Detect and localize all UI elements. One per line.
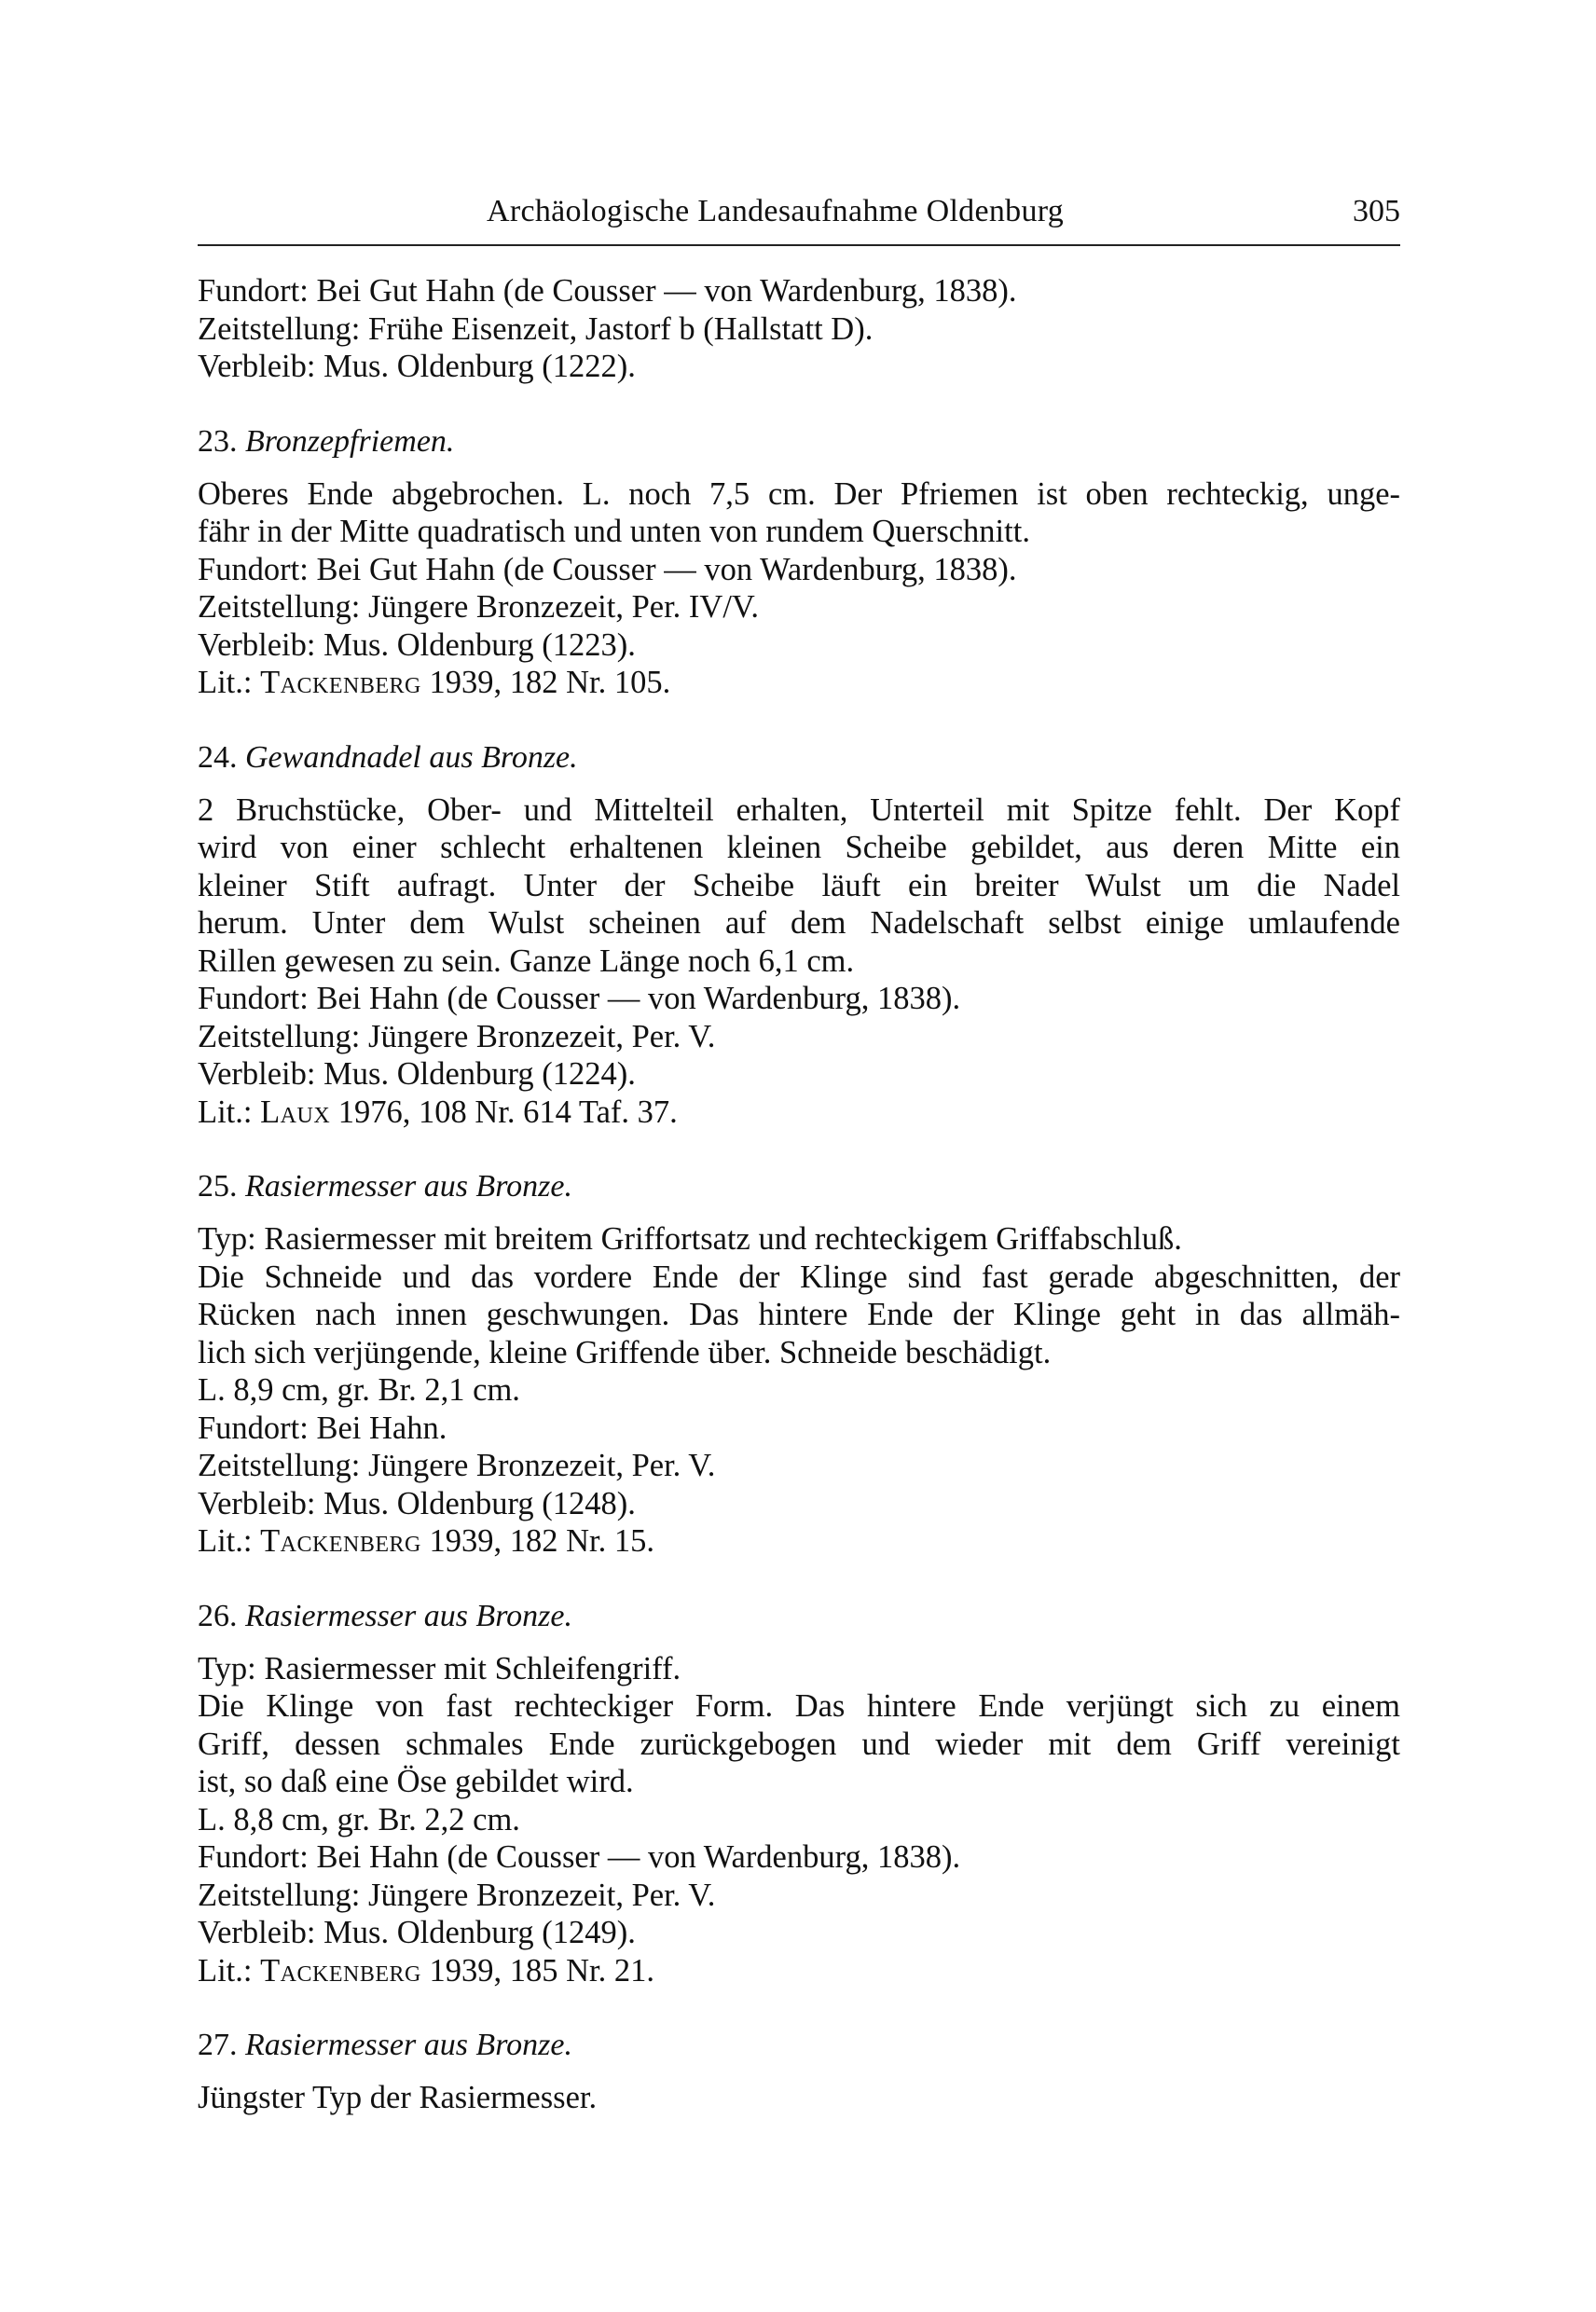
literature-line [198, 1094, 1400, 1132]
literature-reference: 1976, 108 Nr. 614 Taf. 37. [330, 1094, 678, 1130]
literature-reference: 1939, 182 Nr. 15. [420, 1523, 654, 1559]
verbleib-line: Verbleib: Mus. Oldenburg (1249). [198, 1915, 636, 1950]
fundort-line: Fundort: Bei Hahn (de Cousser — von Wardenburg, 1838). [198, 1839, 961, 1875]
description-line: Rücken nach innen geschwungen. Das hintere Ende der Klinge geht in das allmäh- [198, 1297, 1400, 1332]
description-line: Typ: Rasiermesser mit breitem Griffortsatz und rechteckigem Griffabschluß. [198, 1221, 1182, 1257]
literature-line [198, 664, 1400, 702]
page-number: 305 [1353, 194, 1400, 228]
description-line: 2 Bruchstücke, Ober- und Mittelteil erhalten, Unterteil mit Spitze fehlt. Der Kopf [198, 791, 1400, 828]
catalog-entry-24 [198, 739, 1400, 1132]
fundort-line: Fundort: Bei Hahn. [198, 1410, 447, 1446]
description-line: Die Klinge von fast rechteckiger Form. Das hintere Ende verjüngt sich zu einem [198, 1688, 1400, 1724]
entry-title: Rasiermesser aus Bronze. [245, 1598, 572, 1633]
description-line: Griff, dessen schmales Ende zurückgebogen und wieder mit dem Griff vereinigt [198, 1726, 1400, 1762]
catalog-entry-23 [198, 423, 1400, 702]
running-title: Archäologische Landesaufnahme Oldenburg [487, 194, 1065, 228]
zeitstellung-line: Zeitstellung: Jüngere Bronzezeit, Per. IV/V. [198, 589, 760, 625]
zeitstellung-line: Zeitstellung: Jüngere Bronzezeit, Per. V. [198, 1877, 716, 1913]
entry-title: Rasiermesser aus Bronze. [245, 1169, 572, 1204]
entry-heading [198, 423, 1400, 461]
literature-line [198, 1522, 1400, 1561]
description-line: fähr in der Mitte quadratisch und unten von rundem Querschnitt. [198, 514, 1030, 549]
zeitstellung-line: Zeitstellung: Frühe Eisenzeit, Jastorf b (Hallstatt D). [198, 310, 874, 347]
document-page [198, 177, 1400, 2117]
zeitstellung-line: Zeitstellung: Jüngere Bronzezeit, Per. V. [198, 1448, 716, 1483]
literature-reference: 1939, 185 Nr. 21. [420, 1952, 654, 1989]
verbleib-line: Verbleib: Mus. Oldenburg (1223). [198, 626, 636, 663]
fundort-line: Fundort: Bei Hahn (de Cousser — von Wardenburg, 1838). [198, 981, 961, 1016]
description-line: Jüngster Typ der Rasiermesser. [198, 2080, 598, 2115]
description-line: herum. Unter dem Wulst scheinen auf dem Nadelschaft selbst einige umlaufende [198, 905, 1400, 941]
literature-prefix: Lit.: [198, 1094, 261, 1130]
entry-number: 27. [198, 2028, 238, 2062]
literature-prefix: Lit.: [198, 665, 261, 700]
description-line: lich sich verjüngende, kleine Griffende über. Schneide beschädigt. [198, 1334, 1052, 1370]
literature-reference: 1939, 182 Nr. 105. [420, 665, 671, 700]
verbleib-line: Verbleib: Mus. Oldenburg (1224). [198, 1056, 636, 1092]
literature-prefix: Lit.: [198, 1952, 261, 1989]
zeitstellung-line: Zeitstellung: Jüngere Bronzezeit, Per. V. [198, 1018, 716, 1054]
entry-title: Rasiermesser aus Bronze. [245, 2028, 572, 2062]
description-line: ist, so daß eine Öse gebildet wird. [198, 1764, 634, 1799]
description-line: Rillen gewesen zu sein. Ganze Länge noch 6,1 cm. [198, 943, 855, 979]
description-line: Typ: Rasiermesser mit Schleifengriff. [198, 1650, 681, 1686]
entry-heading [198, 739, 1400, 777]
description-line: L. 8,8 cm, gr. Br. 2,2 cm. [198, 1801, 520, 1837]
literature-author: Tackenberg [260, 1523, 421, 1559]
entry-heading [198, 1168, 1400, 1205]
fundort-line: Fundort: Bei Gut Hahn (de Cousser — von Wardenburg, 1838). [198, 551, 1017, 587]
verbleib-line: Verbleib: Mus. Oldenburg (1222). [198, 349, 636, 384]
header-rule [198, 244, 1400, 246]
entry-title: Bronzepfriemen. [245, 423, 455, 459]
catalog-entry-26 [198, 1598, 1400, 1990]
literature-author: Tackenberg [260, 1952, 421, 1989]
description-line: Oberes Ende abgebrochen. L. noch 7,5 cm. Der Pfriemen ist oben rechteckig, unge- [198, 475, 1400, 512]
entry-title: Gewandnadel aus Bronze. [245, 739, 578, 775]
description-line: kleiner Stift aufragt. Unter der Scheibe läuft ein breiter Wulst um die Nadel [198, 867, 1400, 903]
description-line: L. 8,9 cm, gr. Br. 2,1 cm. [198, 1372, 520, 1408]
description-line: Die Schneide und das vordere Ende der Klinge sind fast gerade abgeschnitten, der [198, 1259, 1400, 1295]
literature-prefix: Lit.: [198, 1523, 261, 1559]
literature-line [198, 1952, 1400, 1990]
entry-heading [198, 1598, 1400, 1635]
verbleib-line: Verbleib: Mus. Oldenburg (1248). [198, 1485, 636, 1521]
entry-number: 23. [198, 423, 238, 459]
entry-number: 24. [198, 739, 238, 775]
description-line: wird von einer schlecht erhaltenen kleinen Scheibe gebildet, aus deren Mitte ein [198, 830, 1400, 865]
catalog-entry-25 [198, 1168, 1400, 1561]
entry-number: 25. [198, 1169, 238, 1204]
intro-block [198, 272, 1400, 386]
entry-heading [198, 2027, 1400, 2064]
literature-author: Tackenberg [260, 665, 421, 700]
literature-author: Laux [260, 1094, 331, 1130]
page-header [198, 177, 1400, 237]
catalog-entry-27 [198, 2027, 1400, 2117]
entry-number: 26. [198, 1598, 238, 1633]
fundort-line: Fundort: Bei Gut Hahn (de Cousser — von Wardenburg, 1838). [198, 273, 1017, 309]
